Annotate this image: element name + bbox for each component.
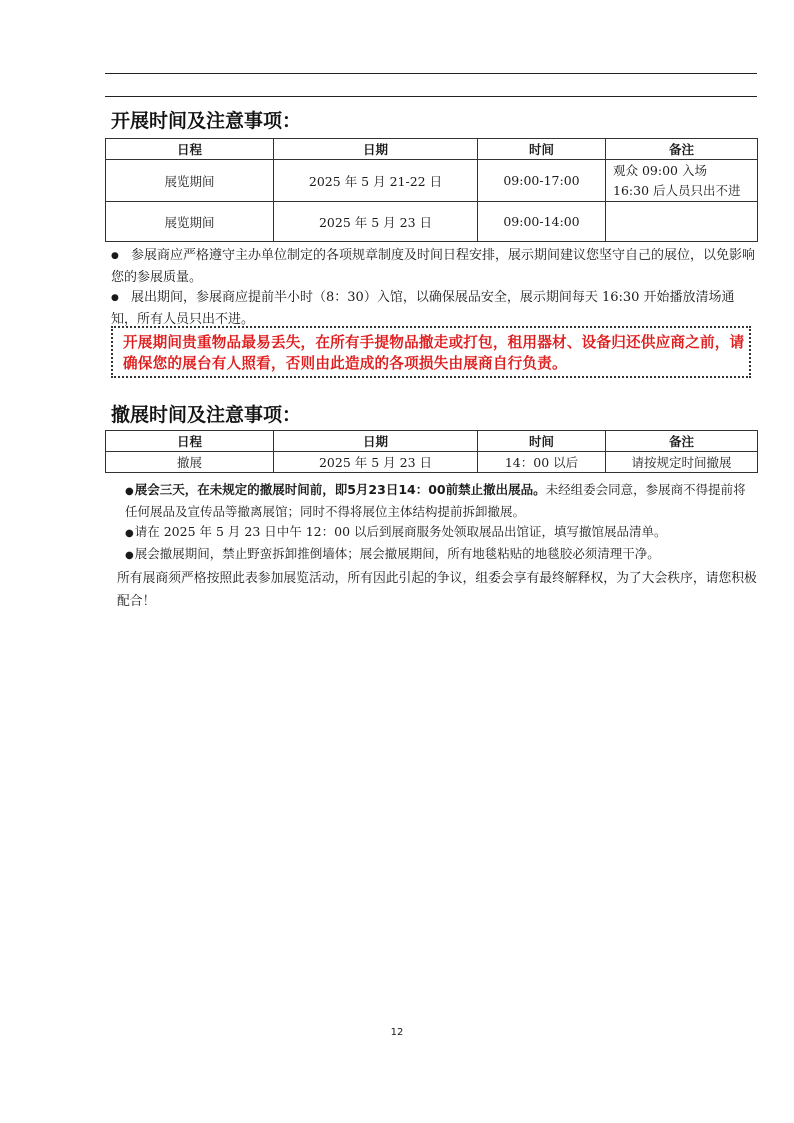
- top-rule: [105, 73, 757, 74]
- cell-date: 2025 年 5 月 23 日: [274, 452, 478, 473]
- note-text: 参展商应严格遵守主办单位制定的各项规章制度及时间日程安排，展示期间建议您坚守自己的展位，以免影响您的参展质量。: [111, 248, 756, 285]
- table-row: [106, 452, 758, 473]
- table-row: [106, 160, 758, 202]
- dismantle-bullet: [125, 544, 757, 566]
- header-schedule: 日程: [106, 431, 274, 452]
- cell-note: 请按规定时间撤展: [606, 452, 758, 473]
- table-header-row: [106, 139, 758, 160]
- cell-date: 2025 年 5 月 21-22 日: [274, 160, 478, 202]
- bullet-dot: ●: [125, 528, 134, 539]
- header-time: 时间: [478, 139, 606, 160]
- opening-schedule-table: [105, 138, 758, 242]
- bullet-text: 请在 2025 年 5 月 23 日中午 12：00 以后到展商服务处领取展品出馆证，填写撤馆展品清单。: [134, 524, 667, 539]
- header-time: 时间: [478, 431, 606, 452]
- cell-time: 09:00-17:00: [478, 160, 606, 202]
- header-schedule: 日程: [106, 139, 274, 160]
- cell-time: 14：00 以后: [478, 452, 606, 473]
- header-date: 日期: [274, 139, 478, 160]
- dismantle-bullet: [125, 480, 757, 522]
- section-title-dismantle: 撤展时间及注意事项：: [111, 404, 302, 426]
- bullet-dot: ●: [125, 550, 134, 561]
- dismantle-bullet: [125, 522, 757, 544]
- cell-note: [606, 202, 758, 242]
- page-number: 12: [390, 1027, 404, 1038]
- cell-schedule: 展览期间: [106, 160, 274, 202]
- cell-time: 09:00-14:00: [478, 202, 606, 242]
- cell-date: 2025 年 5 月 23 日: [274, 202, 478, 242]
- header-note: 备注: [606, 431, 758, 452]
- note-text: 展出期间，参展商应提前半小时（8：30）入馆，以确保展品安全，展示期间每天 16:30 开始播放清场通知，所有人员只出不进。: [111, 290, 735, 327]
- note-line: 观众 09:00 入场: [613, 162, 707, 178]
- bullet-text: 展会撤展期间，禁止野蛮拆卸推倒墙体；展会撤展期间，所有地毯粘贴的地毯胶必须清理干净。: [134, 546, 660, 561]
- header-note: 备注: [606, 139, 758, 160]
- header-date: 日期: [274, 431, 478, 452]
- bold-text: 展会三天，在未规定的撤展时间前，即5月23日14：00前禁止撤出展品。: [134, 482, 546, 497]
- header-rule: [105, 96, 757, 97]
- dismantle-schedule-table: [105, 430, 758, 473]
- table-row: [106, 202, 758, 242]
- bullet-dot: ●: [111, 293, 119, 303]
- warning-box: 开展期间贵重物品最易丢失，在所有手提物品撤走或打包，租用器材、设备归还供应商之前，请确保您的展台有人照看，否则由此造成的各项损失由展商自行负责。: [111, 326, 751, 378]
- bullet-dot: ●: [111, 251, 119, 261]
- note-paragraph: [111, 287, 757, 330]
- bullet-dot: ●: [125, 486, 134, 497]
- note-paragraph: [111, 245, 757, 288]
- table-header-row: [106, 431, 758, 452]
- note-line: 16:30 后人员只出不进: [613, 182, 741, 198]
- bullet-text: 未经组委会同意，参展商不得提前将任何展品及宣传品等撤离展馆；同时不得将展位主体结构提前拆卸撤展。: [125, 482, 746, 519]
- cell-schedule: 撤展: [106, 452, 274, 473]
- final-statement: 所有展商须严格按照此表参加展览活动，所有因此引起的争议，组委会享有最终解释权，为了大会秩序，请您积极配合！: [117, 571, 757, 609]
- cell-note: [606, 160, 758, 202]
- cell-schedule: 展览期间: [106, 202, 274, 242]
- section-title-opening: 开展时间及注意事项：: [111, 110, 302, 132]
